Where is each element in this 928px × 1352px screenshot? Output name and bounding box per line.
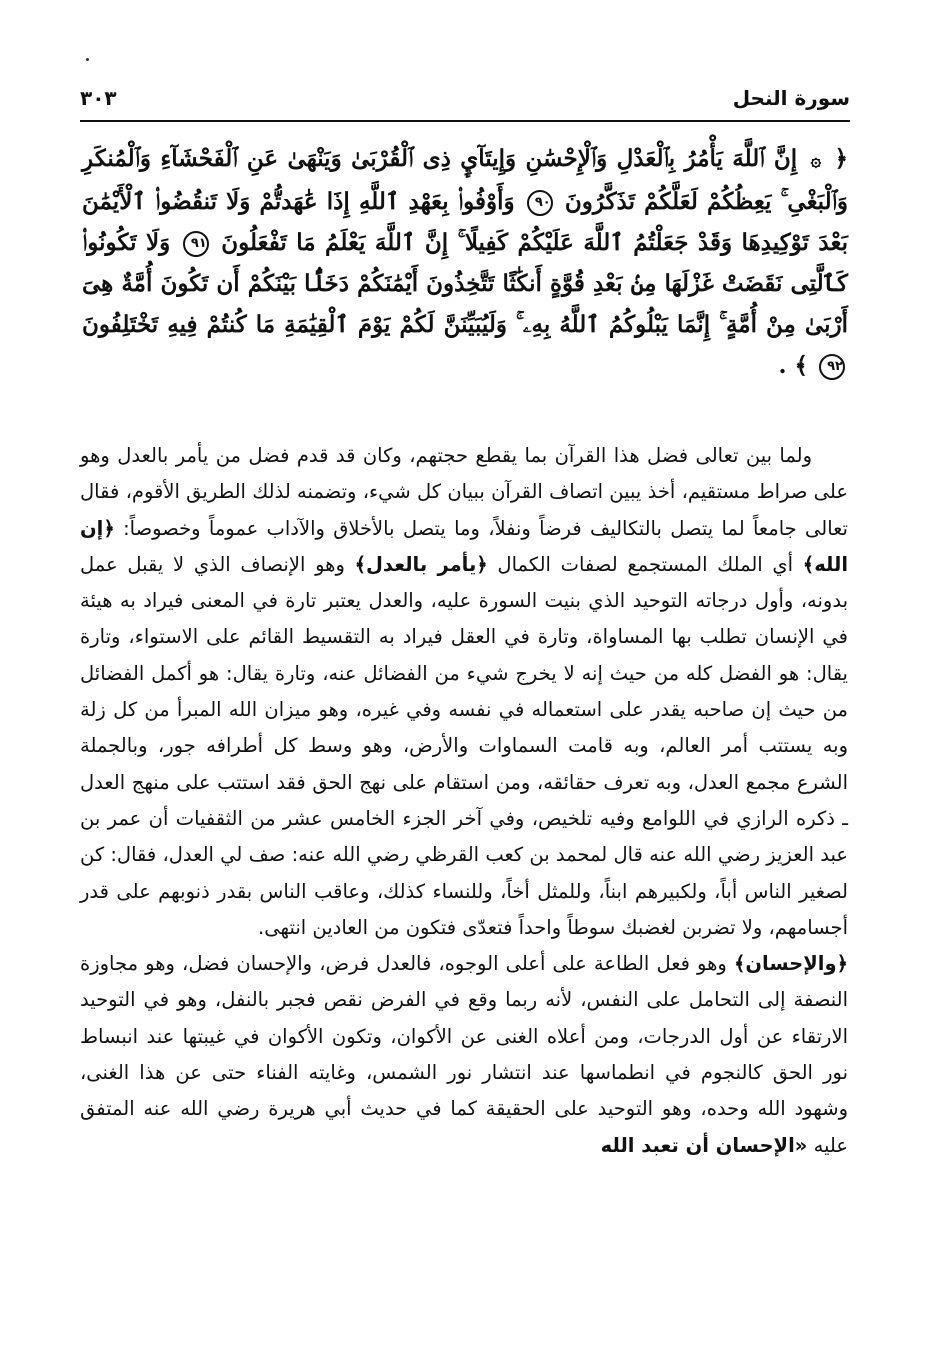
page-speck (86, 58, 89, 61)
quran-verse-91: وَأَوْفُوا۟ بِعَهْدِ ٱللَّهِ إِذَا عَٰهَدتُّمْ وَلَا تَنقُضُوا۟ ٱلْأَيْمَٰنَ بَعْدَ تَوْكِيدِهَا وَقَدْ جَعَلْتُمُ ٱللَّهَ عَلَيْكُمْ كَفِيلًا ۚ إِنَّ ٱللَّهَ يَعْلَمُ مَا تَفْعَلُونَ (82, 188, 848, 256)
commentary-paragraph-1 (80, 438, 848, 946)
quran-verse-92: وَلَا تَكُونُوا۟ كَٱلَّتِى نَقَضَتْ غَزْلَهَا مِنۢ بَعْدِ قُوَّةٍ أَنكَٰثًا تَتَّخِذُونَ أَيْمَٰنَكُمْ دَخَلًۢا بَيْنَكُمْ أَن تَكُونَ أُمَّةٌ هِىَ أَرْبَىٰ مِنْ أُمَّةٍ ۚ إِنَّمَا يَبْلُوكُمُ ٱللَّهُ بِهِۦ ۚ وَلَيُبَيِّنَنَّ لَكُمْ يَوْمَ ٱلْقِيَٰمَةِ مَا كُنتُمْ فِيهِ تَخْتَلِفُونَ (82, 229, 848, 338)
page-header (80, 84, 850, 122)
quoted-phrase-yamur-bil-adl: ﴿يأمر بالعدل﴾ (354, 552, 488, 576)
commentary-paragraph-2 (80, 946, 848, 1164)
ayah-number-90: ٩٠ (527, 190, 553, 216)
quran-close-bracket: ﴾ (794, 352, 808, 379)
quoted-phrase-inna-allah: ﴿إن الله﴾ (80, 516, 848, 576)
quran-open-bracket: ﴿ (834, 145, 849, 172)
commentary-text-p2a: وهو فعل الطاعة على أعلى الوجوه، فالعدل فرض، والإحسان فضل، وهو مجاوزة النصفة إلى التحامل على النفس، لأنه ربما وقع في الفرض نقص فجبر بالنفل، وهو في التوحيد الارتقاء عن أول الدرجات، ومن أعلاه الغنى عن الأكوان، وتكون الأكوان في غيبتها عند انبساط نور الحق كالنجوم في انطماسها عند انتشار نور الشمس، وغايته الفناء حتى عن هذا الغنى، وشهود الله وحده، وهو التوحيد على الحقيقة كما في حديث أبي هريرة رضي الله عنه المتفق عليه (80, 952, 848, 1157)
ayah-number-92: ٩٢ (819, 354, 845, 380)
commentary-text (80, 438, 848, 1164)
page-number: ٣٠٣ (80, 86, 117, 110)
commentary-text-p1a: ولما بين تعالى فضل هذا القرآن بما يقطع حجتهم، وكان قد قدم فضل من يأمر بالعدل وهو على صراط مستقيم، أخذ يبين اتصاف القرآن ببيان كل شيء، وتضمنه لذلك الطريق الأقوم، فقال تعالى جامعاً لما يتصل بالتكاليف فرضاً ونفلاً، وما يتصل بالأخلاق والآداب عموماً وخصوصاً: (80, 444, 848, 540)
hizb-star-icon: ۞ (810, 150, 822, 171)
quran-verses-block (82, 138, 848, 386)
commentary-text-p1c: وهو الإنصاف الذي لا يقبل عمل بدونه، وأول درجاته التوحيد الذي بنيت السورة عليه، والعدل يعتبر تارة في المعنى فيراد به هيئة في الإنسان تطلب بها المساواة، وتارة في العقل فيراد به التقسيط القائم على الاستواء، وتارة يقال: هو الفضل كله من حيث إنه لا يخرج شيء من الفضائل عنه، وتارة يقال: هو أكمل الفضائل من حيث إن صاحبه يقدر على استعماله في نفسه وفي غيره، وهو ميزان الله المبرأ من كل زلة وبه يستتب أمر العالم، وبه قامت السماوات والأرض، وهو وسط كل أطرافه جور، وبالجملة الشرع مجمع العدل، وبه تعرف حقائقه، ومن استقام على نهج الحق فقد استتب على منهج العدل ـ ذكره الرازي في اللوامع وفيه تلخيص، وفي آخر الجزء الخامس عشر من الثقفيات أن عمر بن عبد العزيز رضي الله عنه قال لمحمد بن كعب القرظي رضي الله عنه: صف لي العدل، فقال: كن لصغير الناس أباً، ولكبيرهم ابناً، وللمثل أخاً، وللنساء كذلك، وعاقب الناس بقدر ذنوبهم على قدر أجسامهم، ولا تضربن لغضبك سوطاً واحداً فتعدّى فتكون من العادين انتهى. (80, 552, 848, 939)
ayah-number-91: ٩١ (183, 231, 209, 257)
quran-verse-90: إِنَّ ٱللَّهَ يَأْمُرُ بِٱلْعَدْلِ وَٱلْإِحْسَٰنِ وَإِيتَآيِٕ ذِى ٱلْقُرْبَىٰ وَيَنْهَىٰ عَنِ ٱلْفَحْشَآءِ وَٱلْمُنكَرِ وَٱلْبَغْىِ ۚ يَعِظُكُمْ لَعَلَّكُمْ تَذَكَّرُونَ (82, 145, 849, 215)
surah-title: سورة النحل (732, 86, 850, 110)
quoted-phrase-wal-ihsan: ﴿والإحسان﴾ (733, 952, 848, 976)
quoted-hadith-start: «الإحسان أن تعبد الله (600, 1133, 808, 1157)
commentary-text-p1b: أي الملك المستجمع لصفات الكمال (497, 552, 794, 576)
quran-end-dot: . (778, 352, 787, 379)
